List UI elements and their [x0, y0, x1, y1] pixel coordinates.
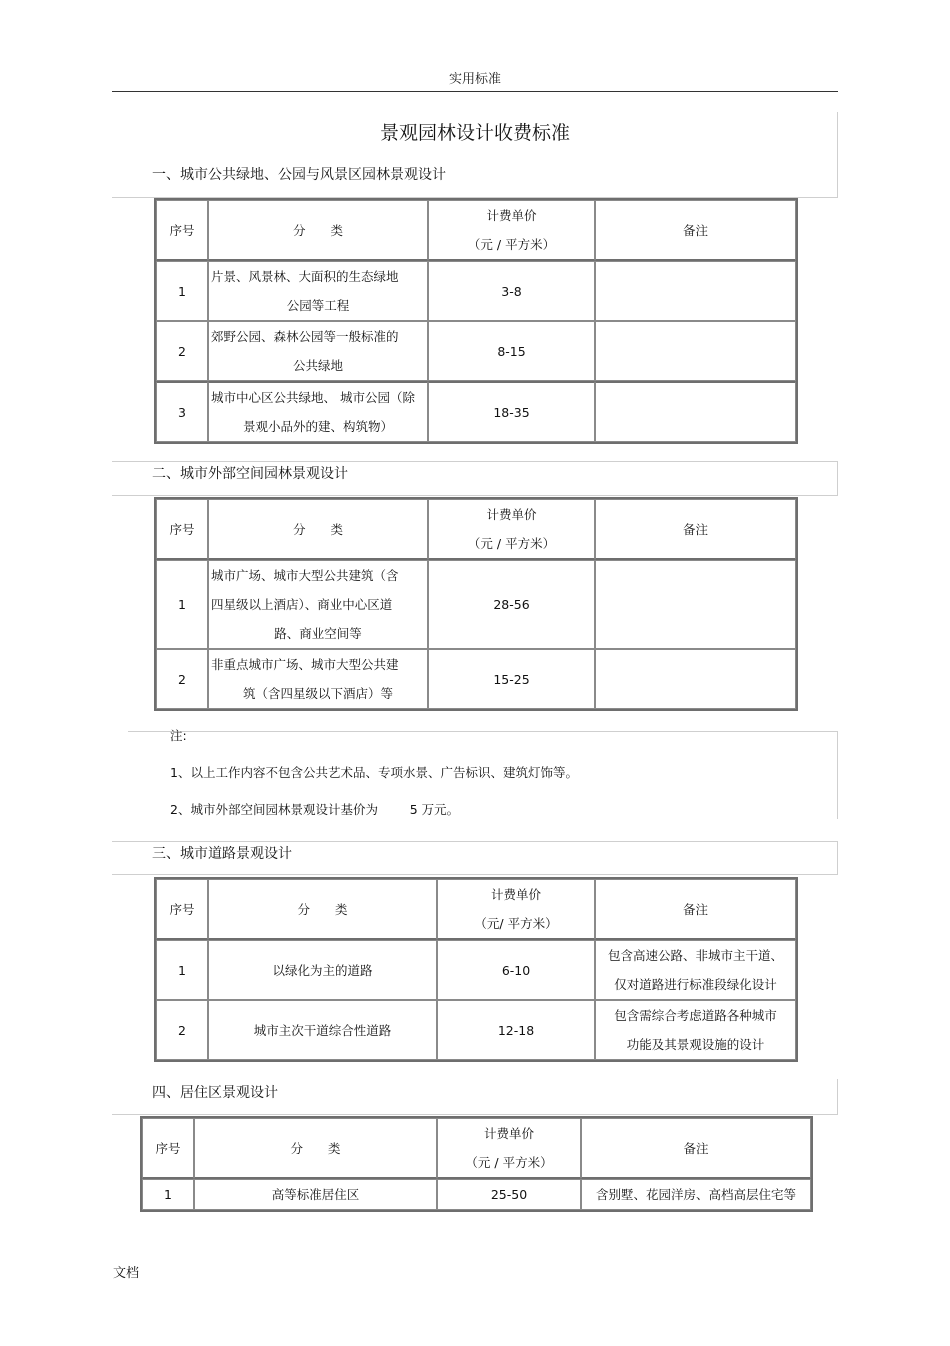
row-category	[208, 321, 428, 381]
col-header-remarks: 备注	[595, 499, 796, 560]
section-heading-4: 四、居住区景观设计	[152, 1085, 278, 1101]
row-remarks	[595, 940, 796, 1000]
row-price: 25-50	[437, 1179, 581, 1210]
col-header-price	[428, 499, 595, 560]
col-header-no: 序号	[156, 200, 208, 261]
table-header-row	[156, 499, 796, 560]
row-category: 城市主次干道综合性道路	[208, 1000, 437, 1060]
row-price: 8-15	[428, 321, 595, 381]
row-category	[208, 381, 428, 442]
row-price: 12-18	[437, 1000, 595, 1060]
fee-table-1	[154, 198, 798, 444]
col-header-no: 序号	[142, 1118, 194, 1179]
table-row	[156, 1000, 796, 1060]
category-line: 城市广场、城市大型公共建筑（含	[211, 568, 399, 583]
row-no: 2	[156, 321, 208, 381]
section-heading-2: 二、城市外部空间园林景观设计	[152, 466, 348, 482]
table-row	[156, 940, 796, 1000]
price-header-line2: （元 / 平方米）	[467, 536, 556, 551]
price-header-line1: 计费单价	[490, 887, 541, 902]
row-remarks	[595, 321, 796, 381]
col-header-price	[437, 1118, 581, 1179]
section-heading-1: 一、城市公共绿地、公园与风景区园林景观设计	[152, 167, 446, 183]
category-line: 城市中心区公共绿地、 城市公园（除	[211, 390, 415, 405]
row-category	[208, 261, 428, 321]
row-price: 18-35	[428, 381, 595, 442]
frame-line	[837, 461, 838, 496]
col-header-price	[437, 879, 595, 940]
row-remarks	[595, 261, 796, 321]
col-header-category: 分 类	[208, 879, 437, 940]
price-header-line1: 计费单价	[486, 507, 537, 522]
table-row	[156, 321, 796, 381]
row-remarks	[595, 560, 796, 649]
row-price: 6-10	[437, 940, 595, 1000]
col-header-price	[428, 200, 595, 261]
price-header-line2: （元 / 平方米）	[467, 237, 556, 252]
category-line: 路、商业空间等	[274, 626, 362, 641]
row-no: 3	[156, 381, 208, 442]
row-category	[208, 649, 428, 709]
category-line: 片景、风景林、大面积的生态绿地	[211, 269, 399, 284]
notes-label: 注:	[170, 728, 187, 743]
price-header-line2: （元 / 平方米）	[465, 1155, 553, 1170]
frame-line	[837, 731, 838, 819]
row-no: 2	[156, 1000, 208, 1060]
frame-line	[112, 1114, 838, 1115]
row-category	[208, 560, 428, 649]
category-line: 公共绿地	[292, 358, 343, 373]
frame-line	[112, 874, 838, 875]
col-header-no: 序号	[156, 879, 208, 940]
note-item: 1、以上工作内容不包含公共艺术品、专项水景、广告标识、建筑灯饰等。	[170, 765, 578, 780]
document-title: 景观园林设计收费标准	[379, 122, 570, 144]
col-header-remarks: 备注	[595, 200, 796, 261]
category-line: 筑（含四星级以下酒店）等	[242, 686, 393, 701]
fee-table-4	[140, 1116, 813, 1212]
header-divider	[112, 91, 838, 92]
row-no: 2	[156, 649, 208, 709]
remarks-line: 包含需综合考虑道路各种城市	[614, 1008, 777, 1023]
category-line: 郊野公园、森林公园等一般标准的	[211, 329, 399, 344]
remarks-line: 仅对道路进行标准段绿化设计	[614, 977, 777, 992]
row-category: 以绿化为主的道路	[208, 940, 437, 1000]
table-row	[156, 261, 796, 321]
frame-line	[112, 461, 838, 462]
remarks-line: 包含高速公路、非城市主干道、	[607, 948, 783, 963]
price-header-line2: （元/ 平方米）	[474, 916, 558, 931]
frame-line	[837, 841, 838, 875]
col-header-no: 序号	[156, 499, 208, 560]
price-header-line1: 计费单价	[486, 208, 537, 223]
table-header-row	[156, 200, 796, 261]
category-line: 景观小品外的建、构筑物）	[242, 419, 393, 434]
row-price: 15-25	[428, 649, 595, 709]
table-row	[142, 1179, 811, 1210]
category-line: 公园等工程	[286, 298, 350, 313]
category-line: 非重点城市广场、城市大型公共建	[211, 657, 399, 672]
row-price: 28-56	[428, 560, 595, 649]
frame-line	[837, 1079, 838, 1115]
table-row	[156, 560, 796, 649]
table-header-row	[142, 1118, 811, 1179]
row-category: 高等标准居住区	[194, 1179, 437, 1210]
col-header-category: 分 类	[194, 1118, 437, 1179]
table-row	[156, 649, 796, 709]
table-header-row	[156, 879, 796, 940]
row-no: 1	[142, 1179, 194, 1210]
col-header-category: 分 类	[208, 200, 428, 261]
remarks-line: 功能及其景观设施的设计	[626, 1037, 765, 1052]
table-row	[156, 381, 796, 442]
row-remarks	[595, 1000, 796, 1060]
category-line: 四星级以上酒店）、商业中心区道	[211, 597, 393, 612]
col-header-category: 分 类	[208, 499, 428, 560]
col-header-remarks: 备注	[581, 1118, 811, 1179]
col-header-remarks: 备注	[595, 879, 796, 940]
row-remarks	[595, 649, 796, 709]
page-footer: 文档	[113, 1266, 140, 1281]
price-header-line1: 计费单价	[483, 1126, 534, 1141]
row-price: 3-8	[428, 261, 595, 321]
fee-table-2	[154, 497, 798, 711]
note-item: 2、城市外部空间园林景观设计基价为 5 万元。	[170, 802, 460, 817]
row-no: 1	[156, 940, 208, 1000]
frame-line	[112, 495, 838, 496]
frame-line	[128, 731, 838, 732]
row-no: 1	[156, 261, 208, 321]
frame-line	[837, 112, 838, 198]
fee-table-3	[154, 877, 798, 1062]
page-header: 实用标准	[448, 72, 501, 87]
frame-line	[112, 841, 838, 842]
row-remarks: 含别墅、花园洋房、高档高层住宅等	[581, 1179, 811, 1210]
row-no: 1	[156, 560, 208, 649]
row-remarks	[595, 381, 796, 442]
section-heading-3: 三、城市道路景观设计	[152, 846, 292, 862]
